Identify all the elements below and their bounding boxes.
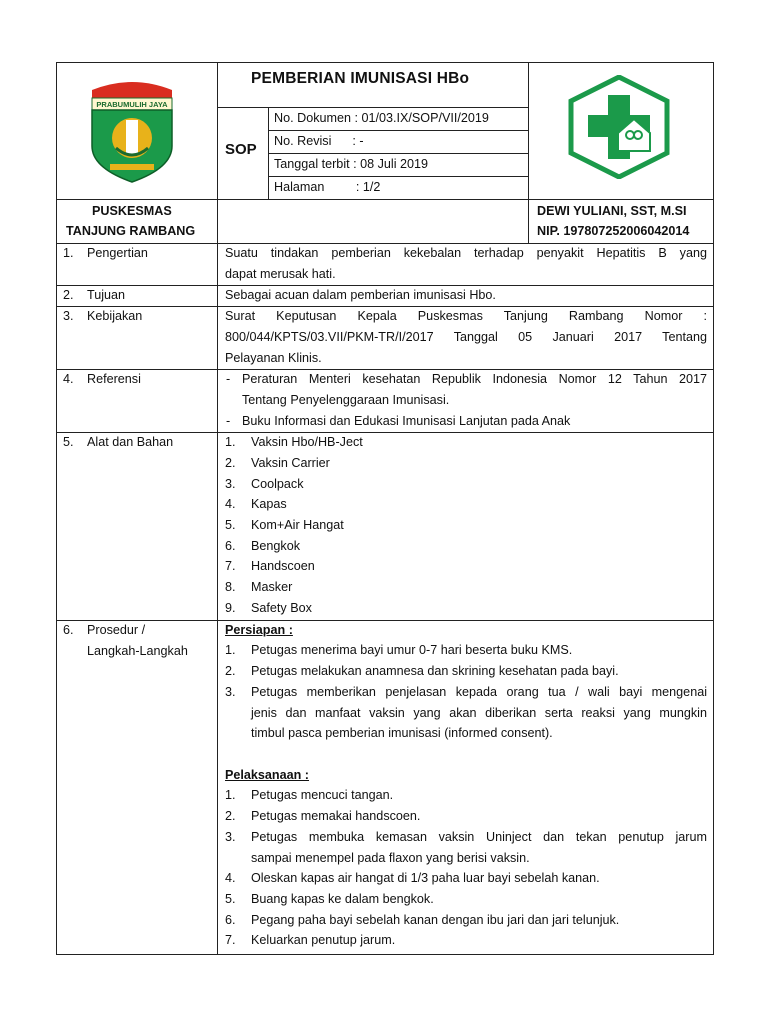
list-item: Kapas [251, 497, 287, 511]
list-number: 8. [225, 580, 236, 594]
persiapan-heading: Persiapan : [225, 623, 293, 637]
table-border-bottom [56, 954, 714, 955]
list-bullet: - [226, 372, 231, 386]
row-number: 6. [63, 623, 74, 637]
page-number: Halaman : 1/2 [274, 180, 381, 194]
row-line-6 [56, 620, 714, 621]
column-divider [217, 62, 218, 955]
pelaksanaan-step: Petugas membuka kemasan vaksin Uninject dan tekan penutup jarum [251, 830, 707, 844]
list-number: 7. [225, 933, 236, 947]
table-border-right [713, 62, 714, 955]
list-number: 5. [225, 892, 236, 906]
title-divider [217, 107, 528, 108]
document-title: PEMBERIAN IMUNISASI HBo [251, 70, 470, 87]
persiapan-step-cont: jenis dan manfaat vaksin yang akan diberikan serta reaksi yang mungkin [251, 706, 707, 720]
row-line-1 [56, 243, 714, 244]
list-item: Handscoen [251, 559, 315, 573]
table-border-top [56, 62, 714, 63]
doc-row-line [268, 130, 528, 131]
row-label-prosedur-cont: Langkah-Langkah [87, 644, 188, 658]
list-number: 6. [225, 913, 236, 927]
date-row-line [268, 176, 528, 177]
pelaksanaan-step: Petugas memakai handscoen. [251, 809, 421, 823]
rev-row-line [268, 153, 528, 154]
row-line-2 [56, 285, 714, 286]
org-name-line2: TANJUNG RAMBANG [66, 224, 196, 238]
row-label-tujuan: Tujuan [87, 288, 126, 302]
revision-number: No. Revisi : - [274, 134, 364, 148]
pelaksanaan-step-cont: sampai menempel pada flaxon yang berisi vaksin. [251, 851, 530, 865]
list-number: 2. [225, 456, 236, 470]
row-number: 2. [63, 288, 74, 302]
tujuan-text: Sebagai acuan dalam pemberian imunisasi Hbo. [225, 288, 496, 302]
list-number: 5. [225, 518, 236, 532]
header-row-line [56, 199, 714, 200]
list-number: 1. [225, 643, 236, 657]
referensi-item-1: Peraturan Menteri kesehatan Republik Indonesia Nomor 12 Tahun 2017 [242, 372, 707, 386]
list-number: 1. [225, 788, 236, 802]
list-number: 2. [225, 664, 236, 678]
row-line-5 [56, 432, 714, 433]
pelaksanaan-step: Petugas mencuci tangan. [251, 788, 394, 802]
pelaksanaan-step: Oleskan kapas air hangat di 1/3 paha luar bayi sebelah kanan. [251, 871, 600, 885]
row-number: 4. [63, 372, 74, 386]
persiapan-step: Petugas memberikan penjelasan kepada orang tua / wali bayi mengenai [251, 685, 707, 699]
row-number: 3. [63, 309, 74, 323]
list-number: 6. [225, 539, 236, 553]
kebijakan-line: Pelayanan Klinis. [225, 351, 322, 365]
list-number: 4. [225, 497, 236, 511]
list-item: Safety Box [251, 601, 312, 615]
list-item: Vaksin Carrier [251, 456, 330, 470]
list-number: 2. [225, 809, 236, 823]
list-number: 9. [225, 601, 236, 615]
row-label-pengertian: Pengertian [87, 246, 148, 260]
list-item: Kom+Air Hangat [251, 518, 344, 532]
row-label-referensi: Referensi [87, 372, 141, 386]
row-label-prosedur: Prosedur / [87, 623, 146, 637]
list-bullet: - [226, 414, 231, 428]
pelaksanaan-step: Buang kapas ke dalam bengkok. [251, 892, 434, 906]
list-item: Masker [251, 580, 293, 594]
row-label-alat: Alat dan Bahan [87, 435, 174, 449]
header-right-divider [528, 62, 529, 243]
org-name-line1: PUSKESMAS [92, 204, 172, 218]
pelaksanaan-heading: Pelaksanaan : [225, 768, 310, 782]
list-number: 1. [225, 435, 236, 449]
list-number: 7. [225, 559, 236, 573]
signer-nip: NIP. 197807252006042014 [537, 224, 690, 238]
kebijakan-line: Surat Keputusan Kepala Puskesmas Tanjung Rambang Nomor : [225, 309, 707, 323]
pengertian-line: dapat merusak hati. [225, 267, 336, 281]
row-label-kebijakan: Kebijakan [87, 309, 143, 323]
persiapan-step: Petugas melakukan anamnesa dan skrining kesehatan pada bayi. [251, 664, 619, 678]
referensi-item-1-cont: Tentang Penyelenggaraan Imunisasi. [242, 393, 450, 407]
row-number: 5. [63, 435, 74, 449]
kebijakan-line: 800/044/KPTS/03.VII/PKM-TR/I/2017 Tanggal 05 Januari 2017 Tentang [225, 330, 707, 344]
document-number: No. Dokumen : 01/03.IX/SOP/VII/2019 [274, 111, 489, 125]
svg-text:PRABUMULIH JAYA: PRABUMULIH JAYA [96, 100, 168, 109]
sop-label: SOP [225, 141, 257, 158]
pelaksanaan-step: Pegang paha bayi sebelah kanan dengan ibu jari dan jari telunjuk. [251, 913, 620, 927]
referensi-item-2: Buku Informasi dan Edukasi Imunisasi Lanjutan pada Anak [242, 414, 571, 428]
list-number: 4. [225, 871, 236, 885]
list-number: 3. [225, 830, 236, 844]
list-item: Bengkok [251, 539, 301, 553]
list-item: Vaksin Hbo/HB-Ject [251, 435, 363, 449]
pelaksanaan-step: Keluarkan penutup jarum. [251, 933, 396, 947]
row-number: 1. [63, 246, 74, 260]
city-logo-icon [86, 76, 178, 184]
list-number: 3. [225, 477, 236, 491]
table-border-left [56, 62, 57, 955]
list-number: 3. [225, 685, 236, 699]
persiapan-step-cont: timbul pasca pemberian imunisasi (informed consent). [251, 726, 553, 740]
row-line-3 [56, 306, 714, 307]
list-item: Coolpack [251, 477, 304, 491]
pengertian-line: Suatu tindakan pemberian kekebalan terhadap penyakit Hepatitis B yang [225, 246, 707, 260]
puskesmas-logo-icon [566, 75, 672, 179]
row-line-4 [56, 369, 714, 370]
persiapan-step: Petugas menerima bayi umur 0-7 hari beserta buku KMS. [251, 643, 573, 657]
signer-name: DEWI YULIANI, SST, M.SI [537, 204, 687, 218]
issue-date: Tanggal terbit : 08 Juli 2019 [274, 157, 429, 171]
city-logo-banner [92, 98, 172, 110]
